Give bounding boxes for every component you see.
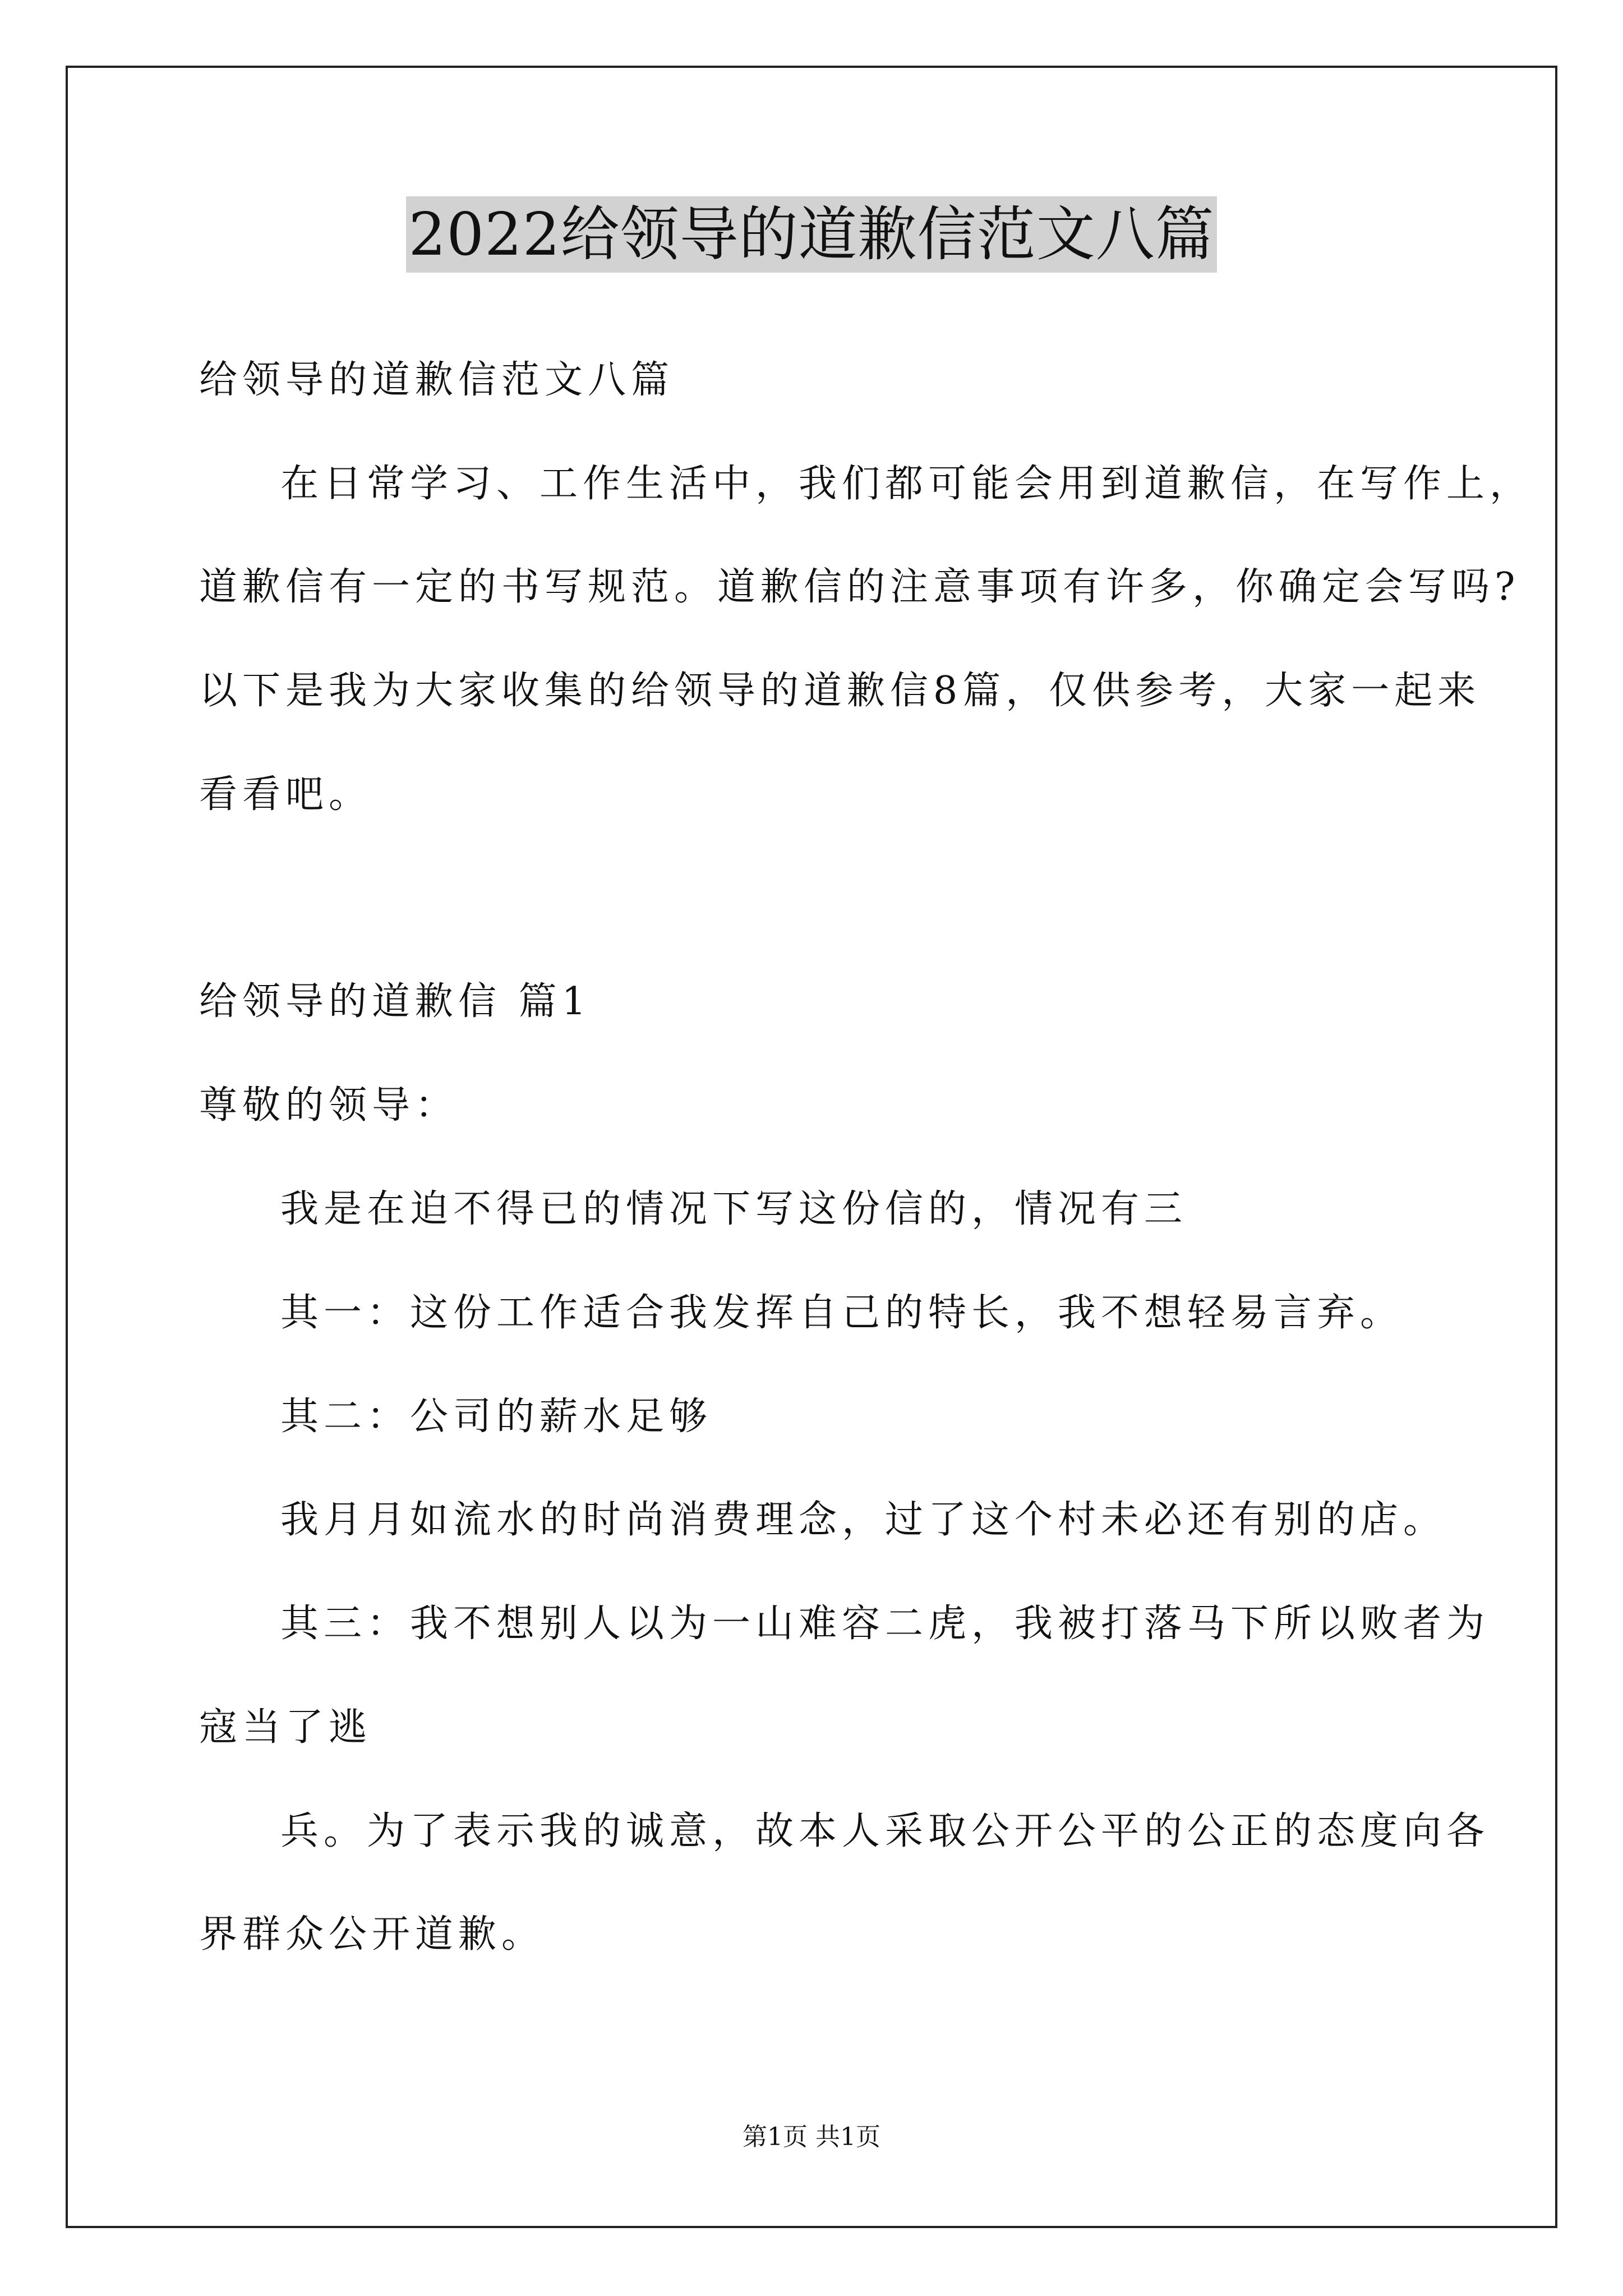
intro-line-3: 以下是我为大家收集的给领导的道歉信8篇，仅供参考，大家一起来: [199, 669, 1481, 713]
section-heading: 给领导的道歉信 篇1: [199, 979, 591, 1024]
body-line-7: 兵。为了表示我的诚意，故本人采取公开公平的公正的态度向各: [280, 1809, 1490, 1853]
body-line-8: 界群众公开道歉。: [199, 1912, 545, 1957]
body-line-4: 我月月如流水的时尚消费理念，过了这个村未必还有别的店。: [280, 1498, 1447, 1542]
page-footer: 第1页 共1页: [743, 2123, 880, 2151]
title-container: [0, 196, 1623, 273]
body-line-3: 其二：公司的薪水足够: [280, 1395, 713, 1439]
body-line-6: 寇当了逃: [199, 1705, 372, 1750]
body-line-1: 我是在迫不得已的情况下写这份信的，情况有三: [280, 1187, 1188, 1231]
intro-line-4: 看看吧。: [199, 772, 372, 817]
intro-line-1: 在日常学习、工作生活中，我们都可能会用到道歉信，在写作上，: [280, 462, 1533, 506]
document-title: 2022给领导的道歉信范文八篇: [406, 196, 1216, 273]
intro-line-2: 道歉信有一定的书写规范。道歉信的注意事项有许多，你确定会写吗?: [199, 565, 1520, 609]
body-line-2: 其一：这份工作适合我发挥自己的特长，我不想轻易言弃。: [280, 1291, 1404, 1335]
subtitle: 给领导的道歉信范文八篇: [199, 358, 675, 402]
body-line-5: 其三：我不想别人以为一山难容二虎，我被打落马下所以败者为: [280, 1602, 1490, 1646]
salutation: 尊敬的领导：: [199, 1083, 459, 1128]
